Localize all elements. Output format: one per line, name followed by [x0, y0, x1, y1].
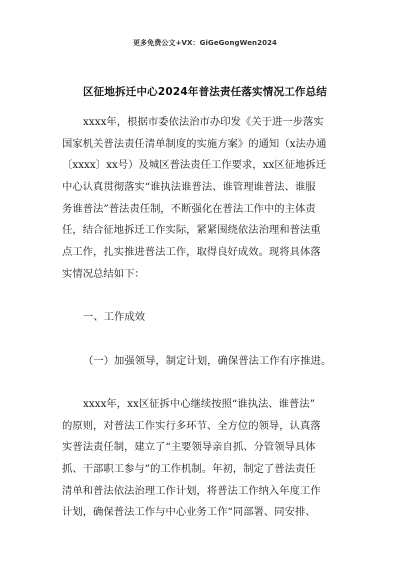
- body-line: 〔xxxx〕xx号）及城区普法责任工作要求，xx区征地拆迁: [62, 159, 327, 172]
- paragraph-gap: [62, 286, 358, 308]
- body-line: xxxx年，xx区征拆中心继续按照“谁执法、谁普法”: [83, 397, 316, 410]
- document-body: [62, 112, 358, 524]
- body-line: 计划，确保普法工作与中心业务工作“同部署、同安排、: [62, 506, 316, 519]
- header-note: 更多免费公文+VX：GiGeGongWen2024: [132, 39, 278, 47]
- paragraph-gap: [62, 372, 358, 394]
- body-line: 中心认真贯彻落实“谁执法谁普法、谁管理谁普法、谁服: [62, 181, 316, 194]
- body-line: 点工作，扎实推进普法工作，取得良好成效。现将具体落: [62, 246, 321, 259]
- body-line: 务谁普法”普法责任制，不断强化在普法工作中的主体责: [62, 202, 316, 215]
- body-line: 清单和普法依法治理工作计划，将普法工作纳入年度工作: [62, 484, 321, 497]
- section-heading: 一、工作成效: [83, 311, 146, 324]
- body-line: 抓、干部职工参与”的工作机制。年初，制定了普法责任: [62, 463, 316, 475]
- body-line: 实情况总结如下：: [62, 267, 145, 280]
- paragraph-gap: [62, 329, 358, 351]
- subsection-heading: （一）加强领导，制定计划，确保普法工作有序推进。: [83, 354, 332, 367]
- body-line: 任，结合征地拆迁工作实际，紧紧围绕依法治理和普法重: [62, 224, 321, 237]
- body-line: 实普法责任制，建立了“主要领导亲自抓、分管领导具体: [62, 441, 316, 454]
- body-line: xxxx年，根据市委依法治市办印发《关于进一步落实: [83, 116, 324, 128]
- document-title: 区征地拆迁中心2024年普法责任落实情况工作总结: [82, 86, 328, 98]
- body-line: 国家机关普法责任清单制度的实施方案》的通知（x法办通: [62, 137, 327, 150]
- body-line: 的原则，对普法工作实行多环节、全方位的领导，认真落: [62, 419, 321, 432]
